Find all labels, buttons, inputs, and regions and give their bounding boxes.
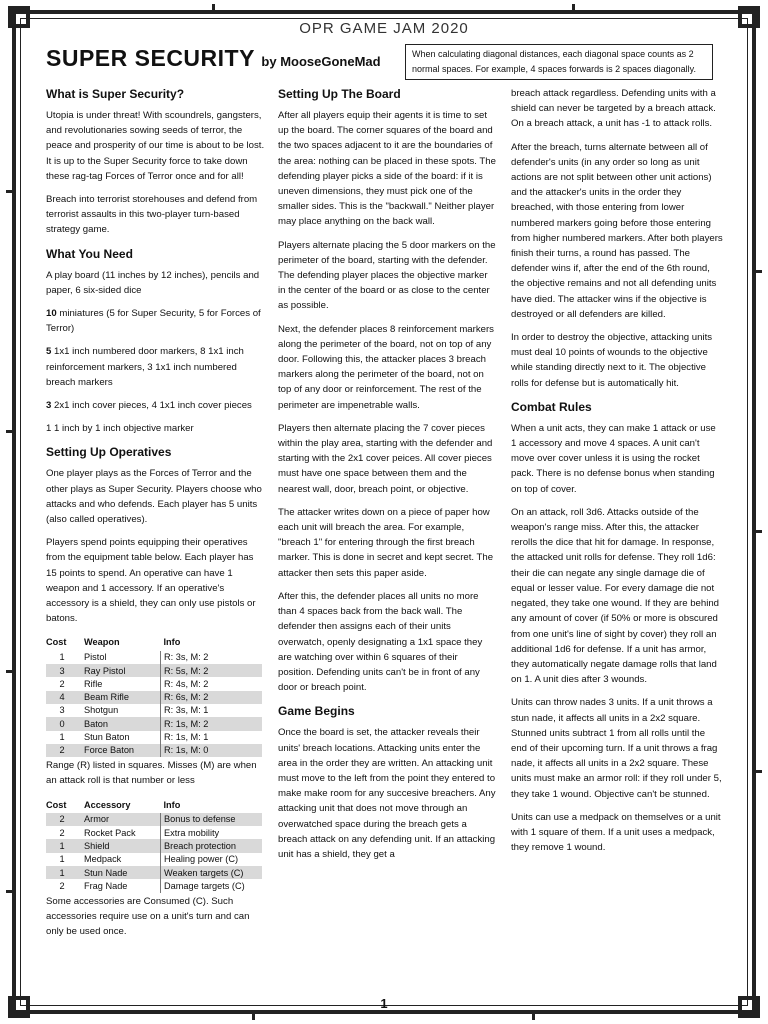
paragraph: breach attack regardless. Defending units with a shield can never be targeted by a breach attack. On a breach attack, a unit has -1 to attack rolls. bbox=[511, 88, 716, 130]
heading-setting-up-board: Setting Up The Board bbox=[278, 87, 401, 101]
table-row: 2 Rocket Pack Extra mobility bbox=[46, 826, 262, 839]
table-row: 1 Medpack Healing power (C) bbox=[46, 853, 262, 866]
table-row: 3 Ray Pistol R: 5s, M: 2 bbox=[46, 664, 262, 677]
paragraph: Breach into terrorist storehouses and defend from terrorist assaults in this two-player turn-based strategy game. bbox=[46, 194, 258, 236]
col-header: Cost bbox=[46, 799, 67, 810]
game-jam-label: OPR GAME JAM 2020 bbox=[299, 20, 469, 37]
col-header: Cost bbox=[46, 637, 67, 648]
paragraph: Units can use a medpack on themselves or a unit with 1 square of them. If a unit uses a medpack, they remove 1 wound. bbox=[511, 811, 721, 854]
diagonal-note-box: When calculating diagonal distances, each diagonal space counts as 2 normal spaces. For example, 4 spaces forwards is 2 spaces diagonally. bbox=[405, 44, 713, 80]
table-row: 0 Baton R: 1s, M: 2 bbox=[46, 717, 262, 730]
consumed-note: Some accessories are Consumed (C). Such accessories require use on a unit's turn and can only be used once. bbox=[46, 895, 250, 938]
table-row: 1 Stun Baton R: 1s, M: 1 bbox=[46, 731, 262, 744]
paragraph: Players spend points equipping their operatives from the equipment table below. Each player has 15 points to spend. An operative can have 1 weapon and 1 accessory. If an operative's accessory is a shield, they can only use pistols or batons. bbox=[46, 537, 256, 625]
paragraph: After the breach, turns alternate between all of defender's units (in any order so long as unit actions are not split between other unit actions) and the attacker's units in the order they breached, with those entering from lower numbered markers going before those entering from higher numbered markers. After both players finish their turns, a round has passed. The defender wins if, after the end of the 6th round, the objective remains and not all defending units have died. The attacker wins if the objective is destroyed or all defenders are killed. bbox=[511, 141, 723, 320]
weapons-table bbox=[46, 634, 262, 757]
table-row: 2 Force Baton R: 1s, M: 0 bbox=[46, 744, 262, 757]
accessories-table bbox=[46, 797, 262, 893]
table-header-row bbox=[46, 634, 262, 650]
col-header: Info bbox=[163, 637, 181, 648]
table-header-row bbox=[46, 797, 262, 813]
paragraph: On an attack, roll 3d6. Attacks outside of the weapon's range miss. After this, the attacker rerolls the dice that hit for damage. In response, the attacked unit rolls for defense. They roll 1d6: their die can negate any single damage die of equal or lesser value. For every damage die not negated, they take one wound. If they are behind any amount of cover (if 50% or more is obscured from one unit's line of sight by cover) they roll an additional 1d6 for defense. If a unit has armor, they automatically negate damage rolls that land on 1. A unit dies after 3 wounds. bbox=[511, 506, 720, 686]
col-header: Accessory bbox=[84, 799, 131, 810]
paragraph: After all players equip their agents it is time to set up the board. The corner squares of the board and the two spaces adjacent to it are the boundaries of the area: nothing can be placed in these spots. The defending player picks a side of the board: if it is uneven dimensions, they must pick one of the smaller sides. This is the "backwall." Neither player may place anything on the back wall. bbox=[278, 110, 496, 228]
heading-combat-rules: Combat Rules bbox=[511, 399, 592, 414]
paragraph: Players alternate placing the 5 door markers on the perimeter of the board, starting with the defender. The defending player places the objective marker in the center of the board or as close to the center as possible. bbox=[278, 239, 496, 312]
table-row: 1 Shield Breach protection bbox=[46, 839, 262, 852]
heading-what-you-need: What You Need bbox=[46, 246, 133, 261]
column-3 bbox=[511, 86, 723, 863]
paragraph: In order to destroy the objective, attacking units must deal 10 points of wounds to the objective while standing directly next to it. The objective rolls for defense but is automatically hit. bbox=[511, 332, 713, 389]
table-row: 1 Stun Nade Weaken targets (C) bbox=[46, 866, 262, 879]
paragraph: After this, the defender places all units no more than 4 spaces back from the back wall. The defender then assigns each of their units overwatch, openly designating a 1x1 space they are watching over within 6 squares of their position. Defending units can't be in front of any door or breach point. bbox=[278, 590, 483, 694]
col-header: Info bbox=[163, 799, 181, 810]
paragraph: The attacker writes down on a piece of paper how each unit will breach the area. For example, "breach 1" for entering through the first breach marker. This is done in secret and kept secret. The attacker then sets this paper aside. bbox=[278, 506, 494, 579]
paragraph: Next, the defender places 8 reinforcement markers along the perimeter of the board, not on top of any door. Following this, the attacker places 3 breach markers along the perimeter of the board, not on top of any door or reinforcement. The rest of the perimeter are impenetrable walls. bbox=[278, 323, 494, 411]
need-item: 3 2x1 inch cover pieces, 4 1x1 inch cover pieces bbox=[46, 400, 252, 412]
table-row: 2 Rifle R: 4s, M: 2 bbox=[46, 677, 262, 690]
need-item: 5 1x1 inch numbered door markers, 8 1x1 inch reinforcement markers, 3 1x1 inch numbered breach markers bbox=[46, 346, 244, 388]
need-item: A play board (11 inches by 12 inches), pencils and paper, 6 six-sided dice bbox=[46, 269, 260, 296]
column-2 bbox=[278, 86, 496, 870]
table-row: 4 Beam Rifle R: 6s, M: 2 bbox=[46, 691, 262, 704]
page-number: 1 bbox=[380, 996, 388, 1011]
paragraph: Units can throw nades 3 units. If a unit throws a stun nade, it affects all units in a 2x2 square. Stunned units subtract 1 from all rolls until the end of their upcoming turn. If a unit throws a frag nade, it affects all units in a 2x2 square. These units must make an armor roll: if they roll under 5, they take 1 wound. Objective can't be stunned. bbox=[511, 697, 722, 800]
paragraph: When a unit acts, they can make 1 attack or use 1 accessory and move 4 spaces. A unit can't move over cover unless it is using the rocket pack. There is no defense bonus when standing on top of cover. bbox=[511, 422, 716, 495]
need-item: 1 1 inch by 1 inch objective marker bbox=[46, 423, 194, 435]
heading-game-begins: Game Begins bbox=[278, 704, 355, 719]
paragraph: Utopia is under threat! With scoundrels, gangsters, and revolutionaries sowing seeds of terror, the peace and prosperity of our time is about to be lost. It is up to the Super Security force to take down these rag-tag Forces of Terror once and for all! bbox=[46, 110, 265, 182]
table-row: 2 Frag Nade Damage targets (C) bbox=[46, 879, 262, 892]
paragraph: One player plays as the Forces of Terror and the other plays as Super Security. Players choose who attacks and who defends. Each player has 5 units (also called operatives). bbox=[46, 468, 262, 526]
table-row: 2 Armor Bonus to defense bbox=[46, 813, 262, 826]
paragraph: Once the board is set, the attacker reveals their units' breach locations. Attacking units enter the area in the order they are written. An attacking unit must move to the left from the point they entered to make make room for any succesive breachers. Any attacking unit that does not move through an overwatched space during the breach gets a breach attack on any defending unit. If an attacking unit has a shield, they get a bbox=[278, 727, 496, 860]
title-text: SUPER SECURITY bbox=[46, 45, 255, 71]
heading-what-is: What is Super Security? bbox=[46, 87, 185, 101]
page-title bbox=[46, 45, 381, 72]
col-header: Weapon bbox=[84, 637, 120, 648]
heading-setting-up-operatives: Setting Up Operatives bbox=[46, 445, 172, 460]
table-row: 3 Shotgun R: 3s, M: 1 bbox=[46, 704, 262, 717]
table-row: 1 Pistol R: 3s, M: 2 bbox=[46, 651, 262, 664]
column-1 bbox=[46, 86, 266, 947]
byline: by MooseGoneMad bbox=[261, 54, 381, 69]
range-note: Range (R) listed in squares. Misses (M) are when an attack roll is that number or less bbox=[46, 760, 257, 787]
need-item: 10 miniatures (5 for Super Security, 5 for Forces of Terror) bbox=[46, 308, 261, 335]
paragraph: Players then alternate placing the 7 cover pieces within the play area, starting with the defender and starting with the 2x1 cover peices. All cover pieces must have one space between them and the nearest wall, door, breach point, or objective. bbox=[278, 422, 493, 495]
